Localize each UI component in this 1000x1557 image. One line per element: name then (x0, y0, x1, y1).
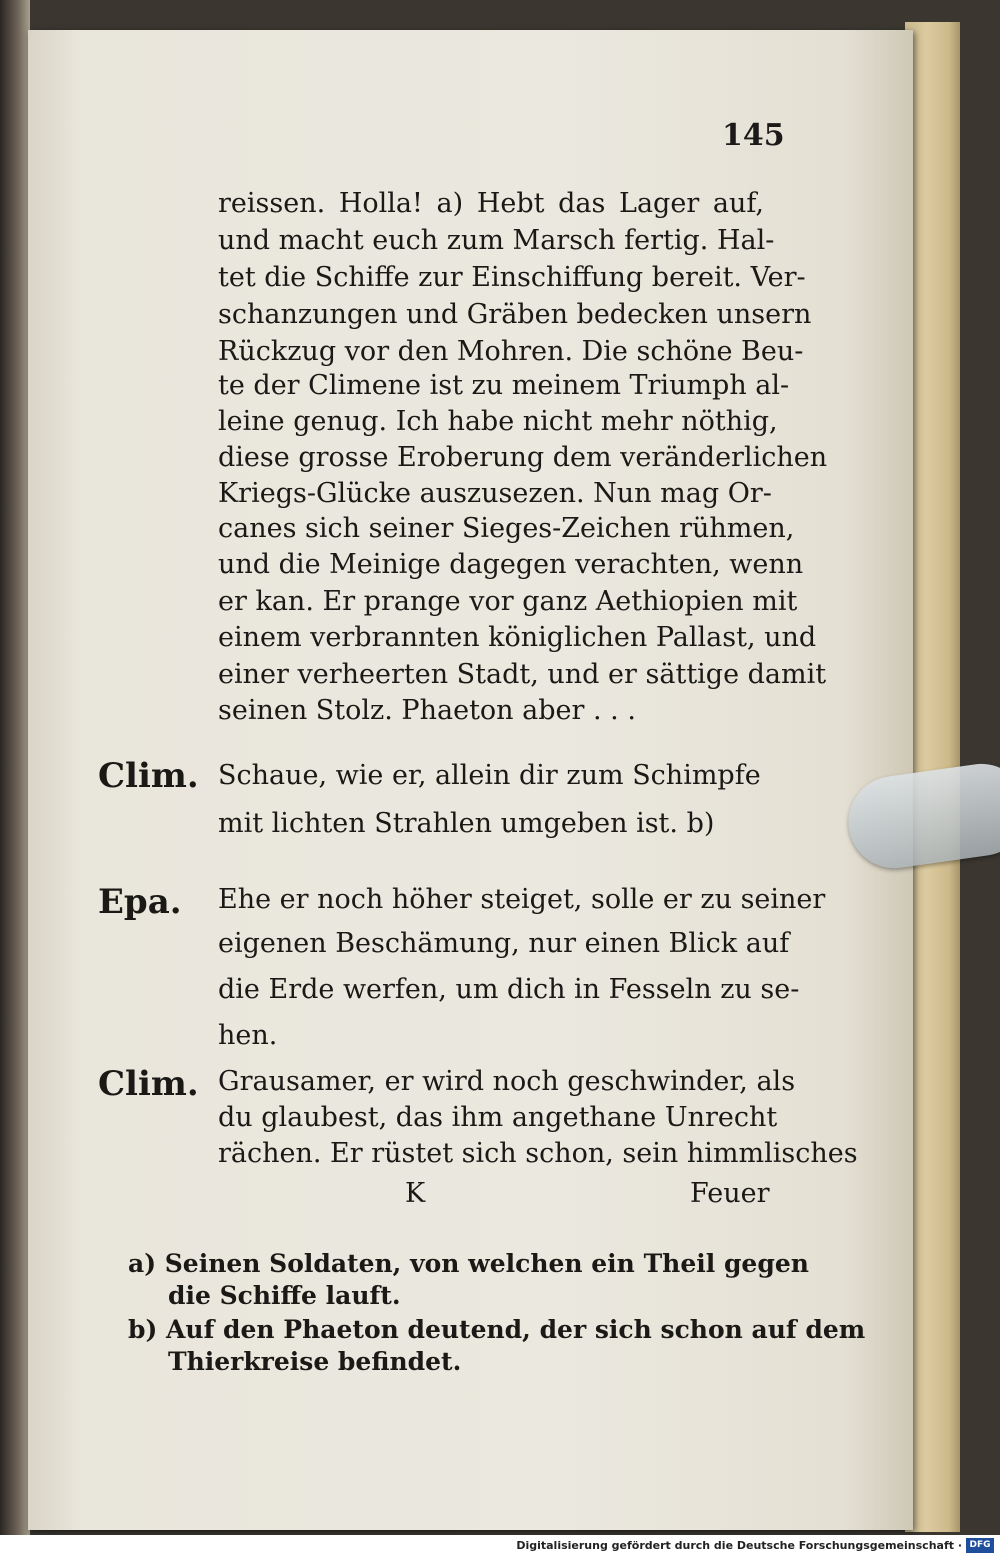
text-line: seinen Stolz. Phaeton aber . . . (218, 695, 636, 726)
footnote-line: b) Auf den Phaeton deutend, der sich schon auf dem (128, 1315, 866, 1344)
text-line: diese grosse Eroberung dem veränderlichen (218, 442, 828, 473)
speech-line: mit lichten Strahlen umgeben ist. b) (218, 808, 715, 839)
footer-strip (0, 1535, 1000, 1557)
text-line: te der Climene ist zu meinem Triumph al- (218, 370, 790, 401)
text-line: er kan. Er prange vor ganz Aethiopien mit (218, 586, 798, 617)
speech-line: rächen. Er rüstet sich schon, sein himmlisches (218, 1138, 858, 1169)
catchword: Feuer (690, 1178, 770, 1209)
text-line: reissen. Holla! a) Hebt das Lager auf, (218, 188, 764, 219)
speaker-label: Clim. (98, 1064, 199, 1104)
speech-line: Ehe er noch höher steiget, solle er zu seiner (218, 884, 826, 915)
dfg-logo: DFG (966, 1538, 994, 1553)
text-line: Kriegs-Glücke auszusezen. Nun mag Or- (218, 478, 772, 509)
facing-page-edge (0, 0, 30, 1557)
text-line: und die Meinige dagegen verachten, wenn (218, 549, 804, 580)
signature-mark: K (405, 1178, 426, 1209)
text-line: und macht euch zum Marsch fertig. Hal- (218, 225, 775, 256)
speaker-label: Epa. (98, 882, 182, 922)
text-line: schanzungen und Gräben bedecken unsern (218, 299, 812, 330)
text-line: tet die Schiffe zur Einschiffung bereit. Ver- (218, 262, 806, 293)
speech-line: eigenen Beschämung, nur einen Blick auf (218, 928, 790, 959)
footnote-line: Thierkreise befindet. (168, 1347, 462, 1376)
speaker-label: Clim. (98, 756, 199, 796)
speech-line: Grausamer, er wird noch geschwinder, als (218, 1066, 796, 1097)
page-number: 145 (722, 118, 785, 153)
speech-line: hen. (218, 1020, 278, 1051)
footnote-line: die Schiffe lauft. (168, 1281, 401, 1310)
text-line: einer verheerten Stadt, und er sättige damit (218, 659, 827, 690)
speech-line: die Erde werfen, um dich in Fesseln zu se- (218, 974, 800, 1005)
text-line: einem verbrannten königlichen Pallast, und (218, 622, 817, 653)
speech-line: Schaue, wie er, allein dir zum Schimpfe (218, 760, 761, 791)
text-line: Rückzug vor den Mohren. Die schöne Beu- (218, 336, 804, 367)
text-line: canes sich seiner Sieges-Zeichen rühmen, (218, 513, 795, 544)
funding-notice: Digitalisierung gefördert durch die Deutsche Forschungsgemeinschaft · (516, 1539, 962, 1552)
speech-line: du glaubest, das ihm angethane Unrecht (218, 1102, 778, 1133)
text-line: leine genug. Ich habe nicht mehr nöthig, (218, 406, 778, 437)
footnote-line: a) Seinen Soldaten, von welchen ein Theil gegen (128, 1249, 809, 1278)
